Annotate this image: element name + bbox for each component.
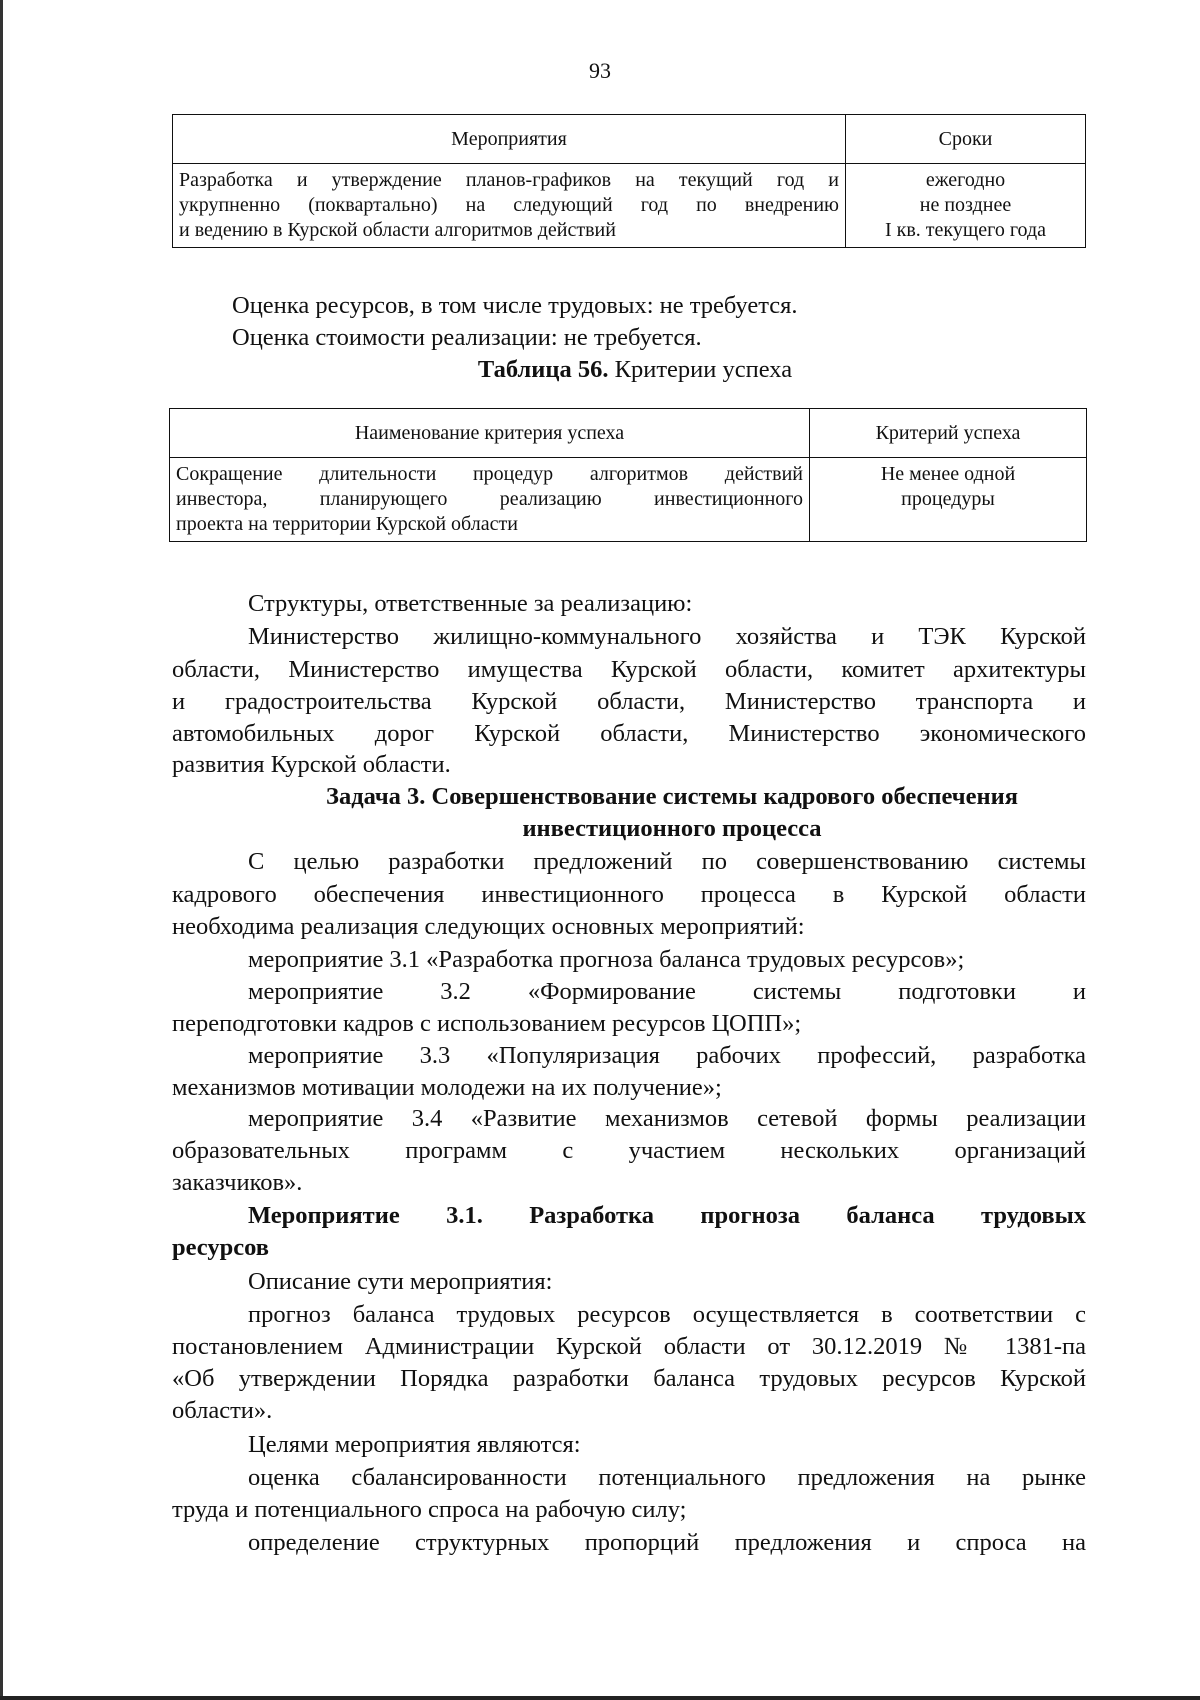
- text-line: Сокращение длительности процедур алгоритмов действий: [176, 463, 803, 485]
- criterion-value-cell: [810, 458, 1087, 542]
- scan-edge-left: [0, 0, 3, 1700]
- task3-heading: инвестиционного процесса: [522, 815, 822, 842]
- table-header-row: [170, 409, 1087, 458]
- cost-estimate: Оценка стоимости реализации: не требуется.: [232, 324, 702, 351]
- measure-3-2: переподготовки кадров с использованием ресурсов ЦОПП»;: [172, 1010, 802, 1037]
- text-line: проекта на территории Курской области: [176, 513, 518, 535]
- text-line: развития Курской области.: [172, 751, 451, 778]
- task3-heading: Задача 3. Совершенствование системы кадрового обеспечения: [326, 783, 1018, 810]
- resources-estimate: Оценка ресурсов, в том числе трудовых: не требуется.: [232, 292, 798, 319]
- text-line: укрупненно (поквартально) на следующий год по внедрению: [179, 194, 839, 216]
- text-line: труда и потенциального спроса на рабочую силу;: [172, 1496, 687, 1523]
- description-heading: Описание сути мероприятия:: [248, 1268, 553, 1295]
- table-row: [170, 458, 1087, 542]
- text-line: Разработка и утверждение планов-графиков на текущий год и: [179, 169, 839, 191]
- text-line: области».: [172, 1397, 273, 1424]
- header-criterion-name: Наименование критерия успеха: [170, 409, 810, 458]
- measure-3-4: мероприятие 3.4 «Развитие механизмов сетевой формы реализации: [248, 1105, 1086, 1132]
- text-line: «Об утверждении Порядка разработки баланса трудовых ресурсов Курской: [172, 1365, 1086, 1392]
- measure-3-4: заказчиков».: [172, 1169, 303, 1196]
- text-line: постановлением Администрации Курской области от 30.12.2019 № 1381-па: [172, 1333, 1086, 1360]
- measure-3-3: мероприятие 3.3 «Популяризация рабочих профессий, разработка: [248, 1042, 1086, 1069]
- table-caption-number: Таблица 56.: [477, 356, 609, 383]
- measure-heading: ресурсов: [172, 1234, 269, 1261]
- deadline-cell: [846, 164, 1086, 248]
- text-line: и ведению в Курской области алгоритмов действий: [179, 219, 616, 241]
- measure-3-4: образовательных программ с участием нескольких организаций: [172, 1137, 1086, 1164]
- goals-heading: Целями мероприятия являются:: [248, 1431, 581, 1458]
- header-criterion-value: Критерий успеха: [810, 409, 1087, 458]
- text-line: I кв. текущего года: [884, 219, 1047, 241]
- measure-cell: [173, 164, 846, 248]
- text-line: определение структурных пропорций предложения и спроса на: [248, 1529, 1086, 1556]
- text-line: области, Министерство имущества Курской области, комитет архитектуры: [172, 656, 1086, 683]
- text-line: инвестора, планирующего реализацию инвестиционного: [176, 488, 803, 510]
- text-line: С целью разработки предложений по совершенствованию системы: [248, 848, 1086, 875]
- header-measures: Мероприятия: [173, 115, 846, 164]
- table-caption-title: Критерии успеха: [608, 356, 793, 383]
- measure-3-3: механизмов мотивации молодежи на их получение»;: [172, 1074, 722, 1101]
- text-line: ежегодно: [925, 169, 1006, 191]
- scan-edge-bottom: [0, 1696, 1200, 1700]
- page-number: 93: [589, 58, 611, 83]
- table-caption: [0, 354, 1200, 386]
- criterion-cell: [170, 458, 810, 542]
- text-line: кадрового обеспечения инвестиционного процесса в Курской области: [172, 881, 1086, 908]
- table-row: [173, 164, 1086, 248]
- measure-3-1: мероприятие 3.1 «Разработка прогноза баланса трудовых ресурсов»;: [248, 946, 965, 973]
- text-line: не позднее: [919, 194, 1012, 216]
- table-header-row: [173, 115, 1086, 164]
- text-line: прогноз баланса трудовых ресурсов осуществляется в соответствии с: [248, 1301, 1086, 1328]
- success-criteria-table: [169, 408, 1087, 542]
- measure-3-2: мероприятие 3.2 «Формирование системы подготовки и: [248, 978, 1086, 1005]
- text-line: процедуры: [901, 488, 995, 510]
- text-line: Не менее одной: [880, 463, 1016, 485]
- text-line: Министерство жилищно-коммунального хозяйства и ТЭК Курской: [248, 623, 1086, 650]
- measures-table: [172, 114, 1086, 248]
- text-line: автомобильных дорог Курской области, Министерство экономического: [172, 720, 1086, 747]
- text-line: необходима реализация следующих основных мероприятий:: [172, 913, 805, 940]
- structures-heading: Структуры, ответственные за реализацию:: [248, 590, 693, 617]
- measure-heading: Мероприятие 3.1. Разработка прогноза баланса трудовых: [248, 1202, 1086, 1229]
- header-deadlines: Сроки: [846, 115, 1086, 164]
- text-line: и градостроительства Курской области, Министерство транспорта и: [172, 688, 1086, 715]
- text-line: оценка сбалансированности потенциального предложения на рынке: [248, 1464, 1086, 1491]
